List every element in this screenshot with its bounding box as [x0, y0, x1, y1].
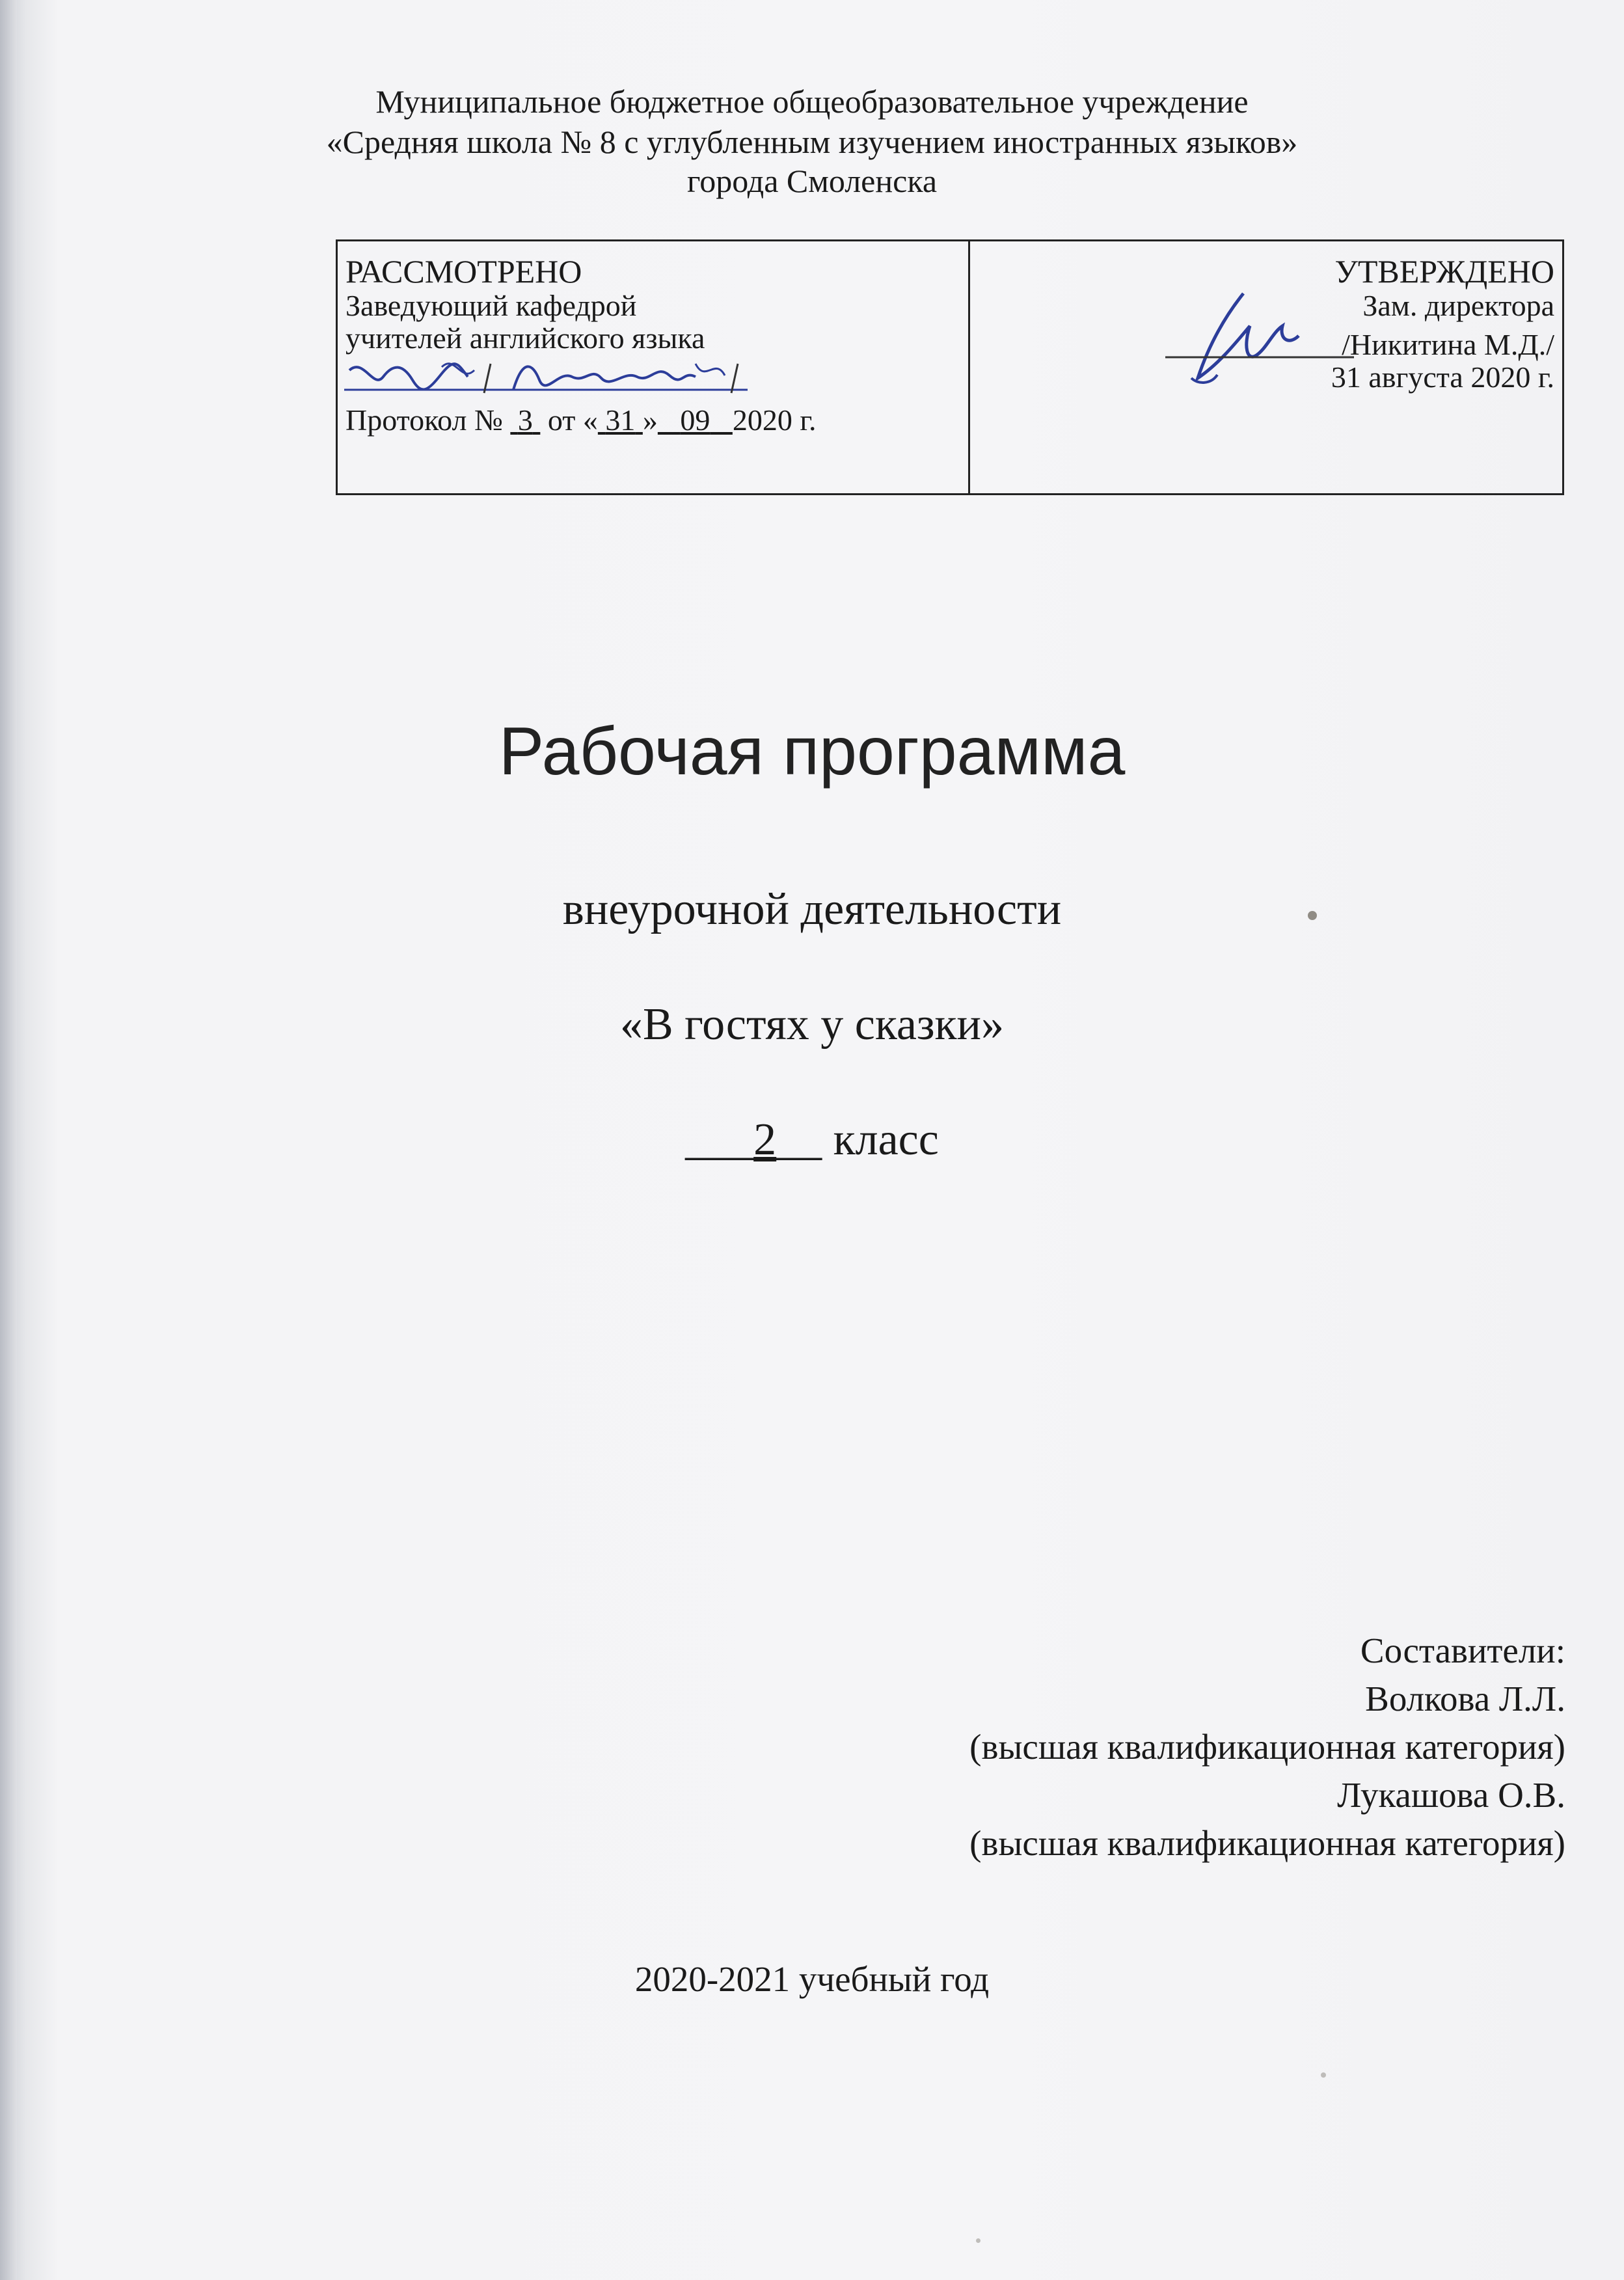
school-header-line-2: «Средняя школа № 8 с углубленным изучением иностранных языков» [326, 124, 1298, 160]
protocol-prefix: Протокол № [345, 403, 503, 437]
class-number: 2 [753, 1115, 777, 1165]
approval-table [336, 239, 1564, 495]
reviewer-signature [344, 351, 761, 403]
approval-date: 31 августа 2020 г. [1331, 360, 1554, 394]
approver-signature [1152, 287, 1360, 391]
class-line [0, 1114, 1624, 1166]
author-2-category: (высшая квалификационная категория) [969, 1823, 1565, 1863]
school-header-line-3: города Смоленска [686, 163, 938, 199]
protocol-close: » [642, 403, 658, 437]
course-name: «В гостях у сказки» [619, 999, 1005, 1050]
document-subtitle: внеурочной деятельности [562, 884, 1062, 934]
scan-speck [1321, 2072, 1326, 2078]
protocol-day: 31 [605, 403, 636, 437]
document-title: Рабочая программа [498, 714, 1126, 789]
academic-year: 2020-2021 учебный год [634, 1959, 990, 1999]
reviewed-cell [338, 241, 970, 493]
author-1-name: Волкова Л.Л. [1365, 1679, 1565, 1718]
approver-name: /Никитина М.Д./ [1342, 328, 1554, 361]
approved-heading: УТВЕРЖДЕНО [1334, 253, 1554, 290]
approved-cell [970, 241, 1562, 493]
protocol-year: 2020 г. [732, 403, 817, 437]
class-blank-before: ___ [685, 1115, 754, 1165]
protocol-line [345, 404, 817, 437]
reviewer-department: учителей английского языка [345, 321, 705, 355]
class-blank-after: __ [776, 1115, 822, 1165]
school-header-line-1: Муниципальное бюджетное общеобразовательное учреждение [375, 83, 1249, 120]
reviewer-position: Заведующий кафедрой [345, 289, 637, 322]
class-label: класс [833, 1115, 939, 1165]
approver-position: Зам. директора [1362, 289, 1554, 322]
protocol-number: 3 [517, 403, 533, 437]
authors-block [969, 1627, 1565, 1867]
authors-label: Составители: [1360, 1631, 1565, 1670]
reviewed-heading: РАССМОТРЕНО [345, 253, 582, 290]
scan-speck [976, 2238, 981, 2243]
scan-speck [1308, 911, 1317, 920]
protocol-month: 09 [680, 403, 710, 437]
author-1-category: (высшая квалификационная категория) [969, 1727, 1565, 1767]
author-2-name: Лукашова О.В. [1337, 1775, 1565, 1815]
protocol-from: от « [547, 403, 598, 437]
